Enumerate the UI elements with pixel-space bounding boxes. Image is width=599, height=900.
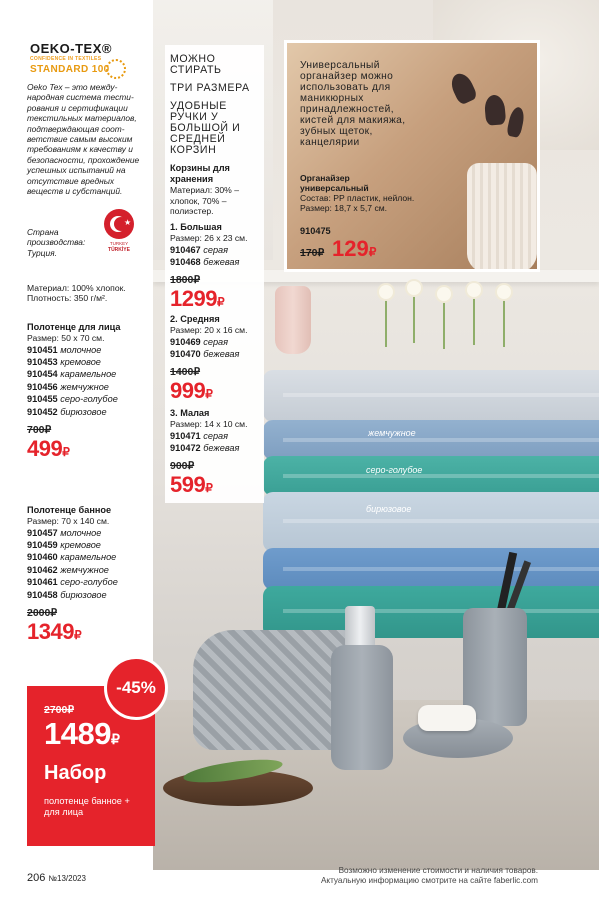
list-item: 910468 бежевая [170, 257, 240, 267]
list-item: 910452 бирюзовое [27, 406, 107, 417]
oeko-tex-logo: OEKO-TEX® [30, 41, 112, 56]
bath-towel-size: Размер: 70 x 140 см. [27, 516, 110, 526]
dispenser-pump [345, 606, 375, 648]
towel-material [27, 283, 126, 304]
towel-label-turquoise: бирюзовое [366, 504, 412, 514]
basket-large-title: 1. Большая [170, 222, 222, 232]
list-item: 910459 кремовое [27, 540, 101, 550]
headline-handles: УДОБНЫЕ РУЧКИ У БОЛЬШОЙ И СРЕДНЕЙ КОРЗИН [170, 100, 241, 156]
basket-small-title: 3. Малая [170, 408, 210, 418]
basket-medium-size: Размер: 20 x 16 см. [170, 325, 248, 335]
turkey-flag-icon: ★ [104, 209, 134, 239]
list-item: 910456 жемчужное [27, 381, 109, 392]
basket-large-new-price: 1299₽ [170, 286, 225, 312]
organizer-cup [467, 163, 537, 272]
pink-vase [275, 286, 311, 354]
headline-washable: МОЖНО СТИРАТЬ [170, 53, 222, 76]
face-towel-title: Полотенце для лица [27, 322, 121, 332]
basket-large-codes [170, 244, 266, 269]
towel-light-blue [263, 492, 599, 552]
organizer-spec: Состав: PP пластик, нейлон. Размер: 18,7 x 5,7 см. [300, 193, 415, 214]
list-item: 910454 карамельное [27, 369, 117, 380]
basket-medium-new-price: 999₽ [170, 378, 213, 404]
makeup-brush [484, 94, 507, 126]
set-description: полотенце банное + для лица [44, 796, 130, 817]
material-line: Материал: 100% хлопок. [27, 283, 126, 293]
soap-bar [418, 705, 476, 731]
baskets-title: Корзины для хранения [170, 163, 230, 184]
list-item: 910470 бежевая [170, 349, 240, 359]
flag-label: TURKEY [109, 241, 129, 246]
face-towel-block [27, 322, 152, 462]
towel-grey-blue [263, 420, 599, 460]
set-new-price: 1489₽ [44, 716, 120, 751]
oeko-tex-subtitle: CONFIDENCE IN TEXTILES [30, 56, 102, 62]
oeko-tex-standard: STANDARD 100 [30, 64, 110, 75]
basket-small-codes [170, 430, 266, 455]
towel-blue [263, 548, 599, 590]
organizer-headline: Универсальный органайзер можно использовать для маникюрных принадлежностей, кистей для макияжа, зубных щеток, канцелярии [300, 60, 406, 148]
page-number-value: 206 [27, 872, 46, 884]
list-item: 910467 серая [170, 244, 229, 255]
list-item: 910460 карамельное [27, 552, 117, 563]
basket-large-size: Размер: 26 x 23 см. [170, 233, 248, 243]
footer-line: Актуальную информацию смотрите на сайте faberlic.com [320, 875, 538, 885]
makeup-brush [448, 70, 479, 106]
face-towel-new-price: 499₽ [27, 436, 70, 462]
set-title: Набор [44, 762, 107, 784]
bath-towel-codes [27, 527, 152, 601]
towel-pearl [263, 370, 599, 422]
flag-label-native: TÜRKİYE [108, 247, 130, 253]
list-item: 910462 жемчужное [27, 564, 109, 575]
page-number [27, 872, 86, 884]
towel-label-grey-blue: серо-голубое [366, 465, 423, 475]
country-of-origin: Страна производства: Турция. [27, 227, 86, 258]
bath-towel-block [27, 505, 152, 645]
face-towel-old-price: 700₽ [27, 424, 52, 437]
list-item: 910457 молочное [27, 527, 102, 538]
baskets-info [170, 163, 266, 217]
basket-medium [170, 314, 266, 404]
basket-small-old-price: 900₽ [170, 460, 195, 473]
footer-line: Возможно изменение стоимости и наличия товаров. [338, 866, 538, 875]
list-item: 910455 серо-голубое [27, 394, 118, 405]
soap-dispenser [331, 645, 393, 770]
set-old-price: 2700₽ [44, 704, 75, 716]
bath-towel-title: Полотенце банное [27, 505, 112, 515]
basket-small [170, 408, 266, 498]
oeko-tex-description: Oeko Tex – это международная система тестирования и сертификации текстильных материалов, подтверждающая соответствие самым высоким требованиям к качеству и безопасности, прохождение успешных испытаний на отсутствие вредных веществ и субстанций. [27, 82, 140, 197]
towel-label-pearl: жемчужное [368, 428, 416, 438]
basket-medium-title: 2. Средняя [170, 314, 220, 324]
flowers [373, 275, 523, 355]
list-item: 910461 серо-голубое [27, 577, 118, 588]
face-towel-size: Размер: 50 x 70 см. [27, 333, 105, 343]
list-item: 910472 бежевая [170, 443, 240, 453]
basket-small-new-price: 599₽ [170, 472, 213, 498]
organizer-name: Органайзер универсальный [300, 173, 369, 193]
list-item: 910451 молочное [27, 344, 102, 355]
list-item: 910469 серая [170, 336, 229, 347]
organizer-new-price: 129₽ [332, 236, 377, 261]
face-towel-codes [27, 344, 152, 418]
oeko-tex-emblem-icon [106, 59, 126, 79]
list-item: 910458 бирюзовое [27, 589, 107, 600]
bath-towel-new-price: 1349₽ [27, 619, 82, 645]
discount-badge: -45% [104, 656, 168, 720]
basket-large [170, 222, 266, 312]
issue-number: №13/2023 [48, 874, 86, 883]
list-item: 910471 серая [170, 430, 229, 441]
organizer-old-price: 170₽ [300, 247, 325, 259]
list-item: 910453 кремовое [27, 357, 101, 367]
bath-towel-old-price: 2000₽ [27, 607, 58, 620]
basket-medium-old-price: 1400₽ [170, 366, 201, 379]
baskets-material: Материал: 30% – хлопок, 70% – полиэстер. [170, 185, 239, 217]
baskets-headlines [170, 54, 266, 156]
headline-sizes: ТРИ РАЗМЕРА [170, 82, 250, 94]
makeup-brush [506, 106, 526, 138]
organizer-code: 910475 [300, 226, 331, 236]
basket-large-old-price: 1800₽ [170, 274, 201, 287]
density-line: Плотность: 350 г/м². [27, 293, 108, 304]
basket-small-size: Размер: 14 x 10 см. [170, 419, 248, 429]
footer-note [270, 866, 538, 885]
towel-turquoise [263, 456, 599, 496]
basket-medium-codes [170, 336, 266, 361]
